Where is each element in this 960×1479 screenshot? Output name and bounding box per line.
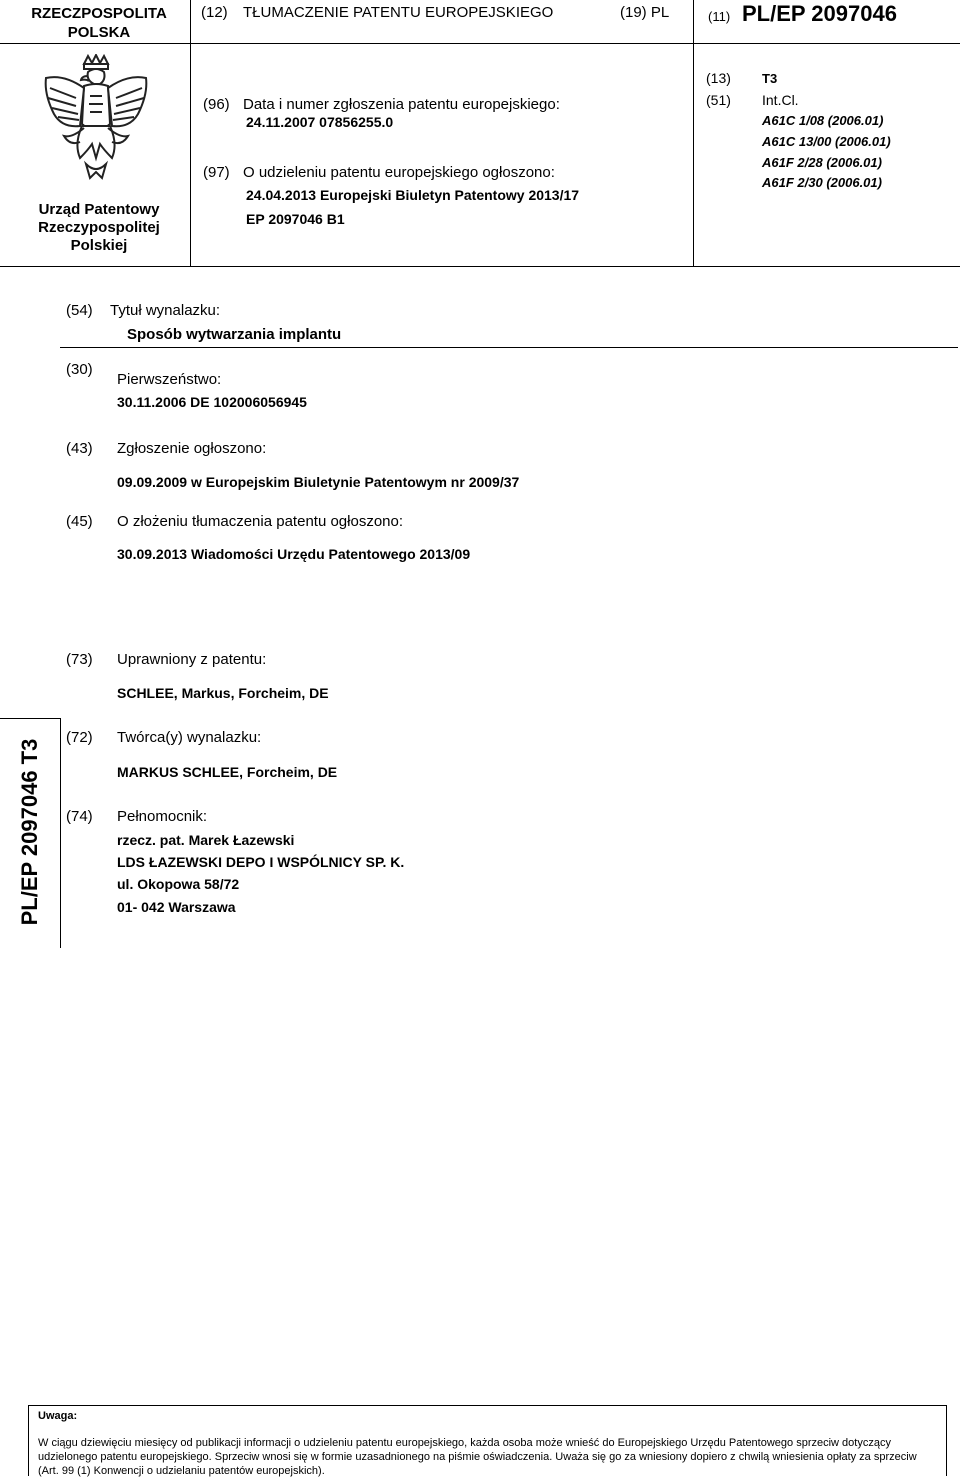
patent-number: PL/EP 2097046 [742,1,897,26]
office-name-line-3: Polskiej [70,237,128,254]
office-name-line-2: Rzeczypospolitej [38,219,160,236]
field-13-value: T3 [762,71,778,86]
field-43-label: Zgłoszenie ogłoszono: [117,440,267,457]
field-96-label: Data i numer zgłoszenia patentu europejskiego: [243,96,560,113]
field-54-code: (54) [66,302,93,319]
field-13-code: (13) [706,70,731,86]
field-96-code: (96) [203,96,230,113]
field-97-code: (97) [203,164,230,181]
header-divider [0,43,960,44]
field-96-value: 24.11.2007 07856255.0 [246,114,394,130]
attorney-line-1: rzecz. pat. Marek Łazewski [117,832,295,848]
int-class-4: A61F 2/30 (2006.01) [762,175,882,190]
attorney-line-4: 01- 042 Warszawa [117,899,236,915]
country-name: RZECZPOSPOLITA POLSKA [31,5,167,41]
field-74-code: (74) [66,808,93,825]
int-class-2: A61C 13/00 (2006.01) [762,134,891,149]
int-class-1: A61C 1/08 (2006.01) [762,113,884,128]
notice-text: W ciągu dziewięciu miesięcy od publikacji informacji o udzieleniu patentu europejskiego, każda osoba może wnieść do Europejskiego Urzędu Patentowego sprzeciw dotyczący udzielonego patentu europejskiego. Sprzeciw wnosi się w formie uzasadnionego na piśmie oświadczenia. Uważa się go za wniesiony dopiero z chwilą wniesienia opłaty za sprzeciw (Art. 99 (1) Konwencji o udzielaniu patentów europejskich). [38,1437,917,1477]
field-45-code: (45) [66,513,93,530]
lower-divider [0,718,60,719]
code-12: (12) [201,4,228,21]
header-col-divider-1 [190,0,191,266]
field-97-label: O udzieleniu patentu europejskiego ogłoszono: [243,164,555,181]
translation-filed-value: 30.09.2013 Wiadomości Urzędu Patentowego 2013/09 [117,546,471,562]
code-11: (11) [708,9,731,24]
priority-value: 30.11.2006 DE 102006056945 [117,394,307,410]
side-label-divider [60,718,61,948]
field-97-value: 24.04.2013 Europejski Biuletyn Patentowy 2013/17 [246,187,580,203]
int-class-3: A61F 2/28 (2006.01) [762,155,882,170]
field-43-code: (43) [66,440,93,457]
field-54-label: Tytuł wynalazku: [110,302,221,319]
field-45-label: O złożeniu tłumaczenia patentu ogłoszono: [117,513,404,530]
field-73-code: (73) [66,651,93,668]
side-patent-label: PL/EP 2097046 T3 [17,738,42,926]
patent-owner: SCHLEE, Markus, Forcheim, DE [117,685,329,701]
invention-title: Sposób wytwarzania implantu [127,326,342,343]
application-published-value: 09.09.2009 w Europejskim Biuletynie Patentowym nr 2009/37 [117,474,520,490]
polish-eagle-emblem-icon [36,54,156,184]
attorney-line-3: ul. Okopowa 58/72 [117,876,240,892]
field-30-code: (30) [66,361,93,378]
code-19: (19) PL [620,4,670,21]
field-97-value-2: EP 2097046 B1 [246,211,345,227]
field-72-label: Twórca(y) wynalazku: [117,729,262,746]
field-72-code: (72) [66,729,93,746]
field-74-label: Pełnomocnik: [117,808,208,825]
field-30-label: Pierwszeństwo: [117,371,222,388]
field-51-label: Int.Cl. [762,92,799,108]
header-bottom-divider [0,266,960,267]
field-73-label: Uprawniony z patentu: [117,651,267,668]
notice-title: Uwaga: [38,1410,78,1422]
attorney-line-2: LDS ŁAZEWSKI DEPO I WSPÓLNICY SP. K. [117,854,405,870]
title-divider [60,347,958,348]
inventor: MARKUS SCHLEE, Forcheim, DE [117,764,338,780]
field-51-code: (51) [706,92,731,108]
document-type: TŁUMACZENIE PATENTU EUROPEJSKIEGO [243,4,554,21]
office-name-line-1: Urząd Patentowy [38,201,160,218]
header-col-divider-2 [693,0,694,266]
